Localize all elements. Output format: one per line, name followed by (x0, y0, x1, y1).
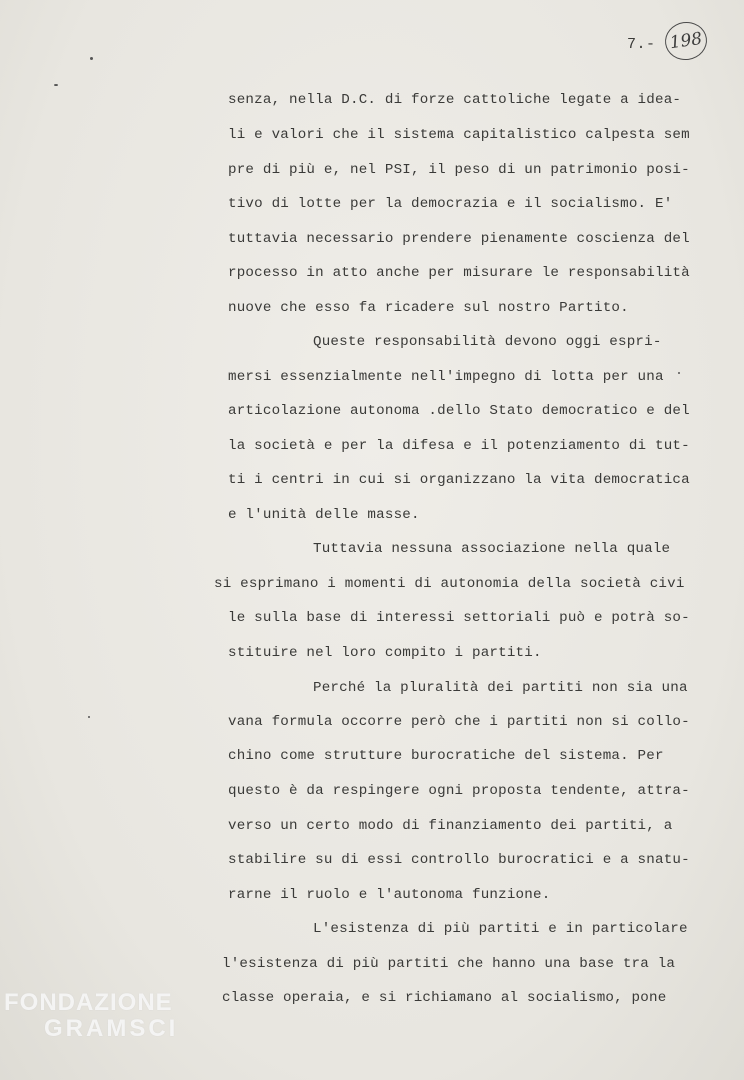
text-line: chino come strutture burocratiche del sistema. Per (228, 748, 664, 764)
text-line: articolazione autonoma .dello Stato democratico e del (228, 403, 690, 419)
stamp-number: 198 (668, 28, 704, 54)
text-line: pre di più e, nel PSI, il peso di un patrimonio posi- (228, 162, 690, 178)
scan-speck (88, 716, 90, 718)
text-line: si esprimano i momenti di autonomia della società civi (214, 576, 685, 592)
text-line: li e valori che il sistema capitalistico calpesta sem (228, 127, 690, 143)
text-line: rpocesso in atto anche per misurare le responsabilità (228, 265, 690, 281)
watermark-line-1: FONDAZIONE (4, 989, 173, 1016)
page-number: 7.- (627, 36, 656, 53)
text-line: L'esistenza di più partiti e in particolare (313, 921, 688, 937)
watermark-line-2: GRAMSCI (44, 1015, 179, 1042)
text-line: nuove che esso fa ricadere sul nostro Partito. (228, 300, 629, 316)
text-line: la società e per la difesa e il potenziamento di tut- (228, 438, 690, 454)
scan-speck (90, 57, 93, 60)
text-line: mersi essenzialmente nell'impegno di lotta per una (228, 369, 664, 385)
text-line: e l'unità delle masse. (228, 507, 420, 523)
text-line: ti i centri in cui si organizzano la vita democratica (228, 472, 690, 488)
text-line: Tuttavia nessuna associazione nella quale (313, 541, 671, 557)
text-line: le sulla base di interessi settoriali può e potrà so- (228, 610, 690, 626)
text-line: tivo di lotte per la democrazia e il socialismo. E' (228, 196, 673, 212)
text-line: questo è da respingere ogni proposta tendente, attra- (228, 783, 690, 799)
text-line: verso un certo modo di finanziamento dei partiti, a (228, 818, 673, 834)
archive-stamp (663, 19, 710, 62)
scan-speck (678, 372, 680, 374)
text-line: rarne il ruolo e l'autonoma funzione. (228, 887, 551, 903)
text-line: tuttavia necessario prendere pienamente coscienza del (228, 231, 690, 247)
text-line: l'esistenza di più partiti che hanno una base tra la (222, 956, 676, 972)
text-line: Queste responsabilità devono oggi espri- (313, 334, 662, 350)
text-line: Perché la pluralità dei partiti non sia una (313, 680, 688, 696)
text-line: stituire nel loro compito i partiti. (228, 645, 542, 661)
text-line: vana formula occorre però che i partiti non si collo- (228, 714, 690, 730)
text-line: senza, nella D.C. di forze cattoliche legate a idea- (228, 92, 682, 108)
fondazione-gramsci-watermark (4, 990, 178, 1042)
text-line: stabilire su di essi controllo burocratici e a snatu- (228, 852, 690, 868)
scan-speck (54, 84, 58, 86)
text-line: classe operaia, e si richiamano al socialismo, pone (222, 990, 667, 1006)
